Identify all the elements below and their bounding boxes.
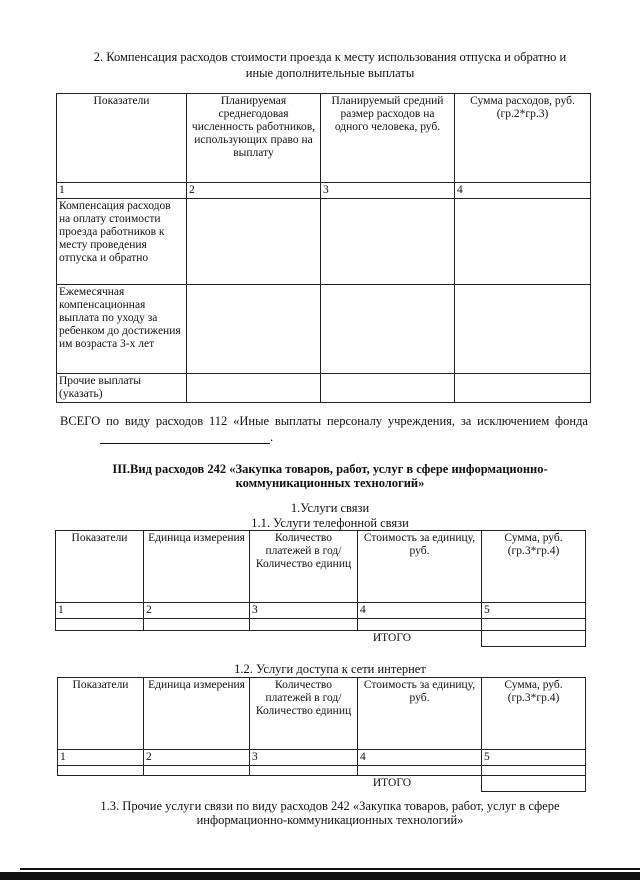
row-label-other-payments: Прочие выплаты (указать) xyxy=(57,374,187,403)
table-cell[interactable] xyxy=(321,285,455,374)
col-number: 3 xyxy=(321,183,455,199)
header-unit: Единица измерения xyxy=(144,678,250,750)
col-number: 2 xyxy=(144,750,250,766)
scan-border xyxy=(0,872,640,880)
col-number: 4 xyxy=(358,603,482,619)
table-cell[interactable] xyxy=(187,285,321,374)
table-cell[interactable] xyxy=(187,374,321,403)
header-avg-expense: Планируемый средний размер расходов на одного человека, руб. xyxy=(321,94,455,183)
itogo-cell[interactable] xyxy=(482,776,586,792)
header-indicators: Показатели xyxy=(56,531,144,603)
table-cell[interactable] xyxy=(482,619,586,631)
header-planned-headcount: Планируемая среднегодовая численность работников, использующих право на выплату xyxy=(187,94,321,183)
col-number: 1 xyxy=(58,750,144,766)
table-cell[interactable] xyxy=(358,619,482,631)
section2-total-line2 xyxy=(100,430,580,444)
table-cell[interactable] xyxy=(321,199,455,285)
col-number: 4 xyxy=(455,183,591,199)
row-label-childcare-payment: Ежемесячная компенсационная выплата по уходу за ребенком до достижения им возраста 3-х лет xyxy=(57,285,187,374)
header-sum: Сумма, руб. (гр.3*гр.4) xyxy=(482,678,586,750)
col-number: 5 xyxy=(482,750,586,766)
section2-total-text: ВСЕГО по виду расходов 112 «Иные выплаты персоналу учреждения, за исключением фонда xyxy=(60,414,588,428)
col-number: 2 xyxy=(144,603,250,619)
col-number: 1 xyxy=(57,183,187,199)
compensation-table xyxy=(56,93,591,403)
sub-other-communication-line2: информационно-коммуникационных технологий» xyxy=(196,813,464,827)
col-number: 3 xyxy=(250,603,358,619)
header-unit-cost: Стоимость за единицу, руб. xyxy=(358,678,482,750)
header-indicators: Показатели xyxy=(57,94,187,183)
table-cell[interactable] xyxy=(56,619,144,631)
sub-other-communication-line1: 1.3. Прочие услуги связи по виду расходов 242 «Закупка товаров, работ, услуг в сфере xyxy=(100,799,560,813)
sub-communication-services: 1.Услуги связи xyxy=(290,501,370,515)
itogo-cell[interactable] xyxy=(482,631,586,647)
table-cell[interactable] xyxy=(358,766,482,776)
header-unit: Единица измерения xyxy=(144,531,250,603)
itogo-label: ИТОГО xyxy=(372,632,411,644)
sub-telephone-services: 1.1. Услуги телефонной связи xyxy=(251,516,409,530)
section3-title-line1: III.Вид расходов 242 «Закупка товаров, работ, услуг в сфере информационно- xyxy=(112,462,548,476)
col-number: 5 xyxy=(482,603,586,619)
total-end: . xyxy=(270,430,274,444)
col-number: 3 xyxy=(250,750,358,766)
table-cell[interactable] xyxy=(187,199,321,285)
col-number: 2 xyxy=(187,183,321,199)
header-sum: Сумма, руб. (гр.3*гр.4) xyxy=(482,531,586,603)
section2-title-line2: иные дополнительные выплаты xyxy=(245,66,415,80)
section2-total-line1 xyxy=(60,414,588,428)
row-label-travel-compensation: Компенсация расходов на оплату стоимости проезда работников к месту проведения отпуска и обратно xyxy=(57,199,187,285)
section2-title-line1: 2. Компенсация расходов стоимости проезда к месту использования отпуска и обратно и xyxy=(93,50,567,64)
page-bottom-edge xyxy=(20,868,640,870)
internet-services-table xyxy=(57,677,586,792)
sub-internet-services: 1.2. Услуги доступа к сети интернет xyxy=(234,662,426,676)
header-unit-cost: Стоимость за единицу, руб. xyxy=(358,531,482,603)
table-cell[interactable] xyxy=(455,199,591,285)
col-number: 1 xyxy=(56,603,144,619)
table-cell[interactable] xyxy=(144,619,250,631)
table-cell[interactable] xyxy=(455,374,591,403)
itogo-label: ИТОГО xyxy=(372,777,411,789)
table-cell[interactable] xyxy=(321,374,455,403)
header-payments-count: Количество платежей в год/Количество единиц xyxy=(250,678,358,750)
col-number: 4 xyxy=(358,750,482,766)
table-cell[interactable] xyxy=(250,619,358,631)
header-indicators: Показатели xyxy=(58,678,144,750)
telephone-services-table xyxy=(55,530,586,647)
section3-title-line2: коммуникационных технологий» xyxy=(235,476,425,490)
table-cell[interactable] xyxy=(482,766,586,776)
table-cell[interactable] xyxy=(250,766,358,776)
table-cell[interactable] xyxy=(58,766,144,776)
table-cell[interactable] xyxy=(455,285,591,374)
header-total-expense: Сумма расходов, руб. (гр.2*гр.3) xyxy=(455,94,591,183)
total-blank-field[interactable] xyxy=(100,431,270,444)
header-payments-count: Количество платежей в год/Количество единиц xyxy=(250,531,358,603)
table-cell[interactable] xyxy=(144,766,250,776)
